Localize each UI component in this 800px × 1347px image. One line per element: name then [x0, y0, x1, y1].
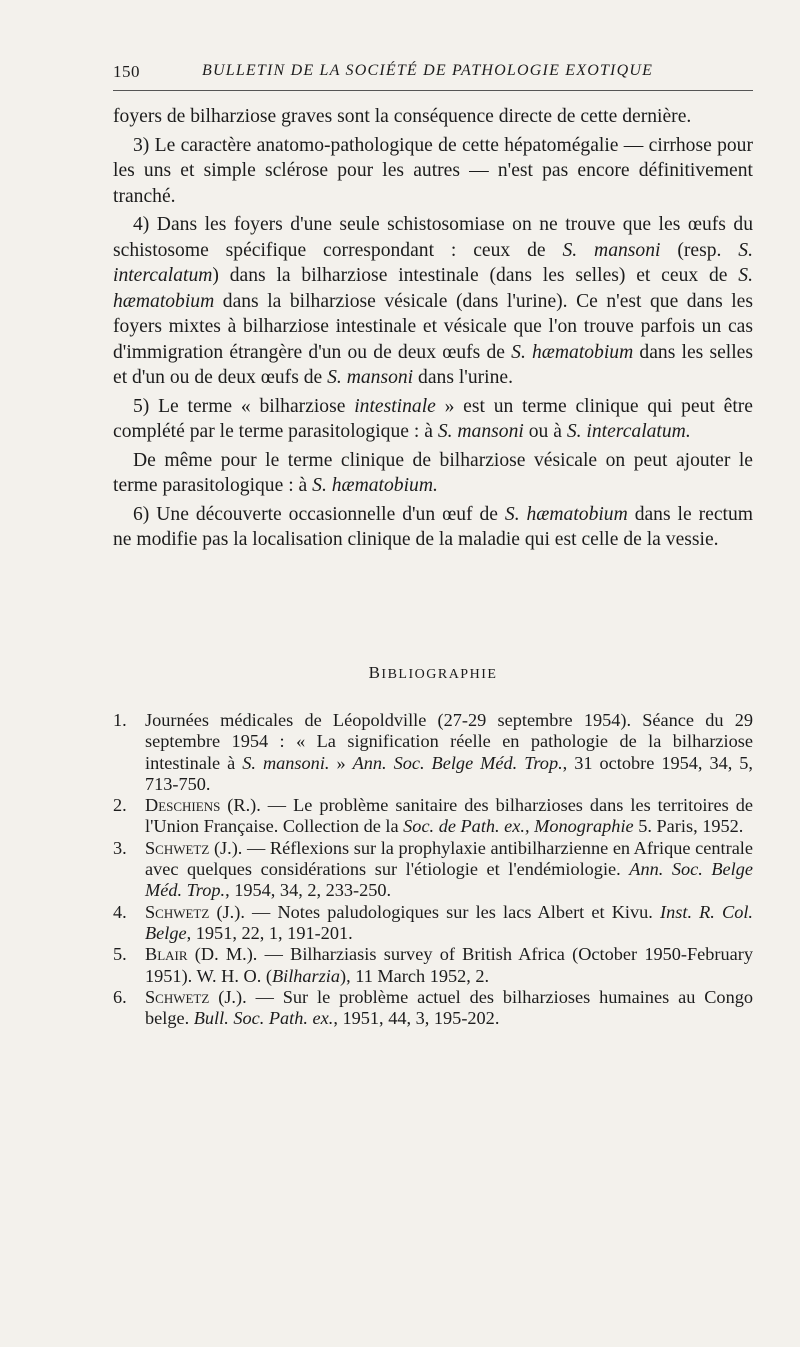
reference-item: 4. Schwetz (J.). — Notes paludologiques sur les lacs Albert et Kivu. Inst. R. Col. Belge, 1951, 22, 1, 191-201. — [113, 901, 754, 943]
journal-title: BULLETIN DE LA SOCIÉTÉ DE PATHOLOGIE EXOTIQUE — [202, 62, 654, 79]
bibliography-heading: BIBLIOGRAPHIE — [368, 663, 498, 682]
running-header — [113, 62, 753, 91]
paragraph-point-6: 6) Une découverte occasionnelle d'un œuf de S. hæmatobium dans le rectum ne modifie pas la localisation clinique de la maladie qui est celle de la vessie. — [113, 503, 753, 550]
reference-author: Blair — [145, 944, 188, 965]
paragraph-point-3: 3) Le caractère anatomo-pathologique de cette hépatomégalie — cirrhose pour les uns et simple sclérose pour les autres — n'est pas encore définitivement tranché. — [113, 134, 753, 207]
paragraph-point-5-continued: De même pour le terme clinique de bilharziose vésicale on peut ajouter le terme parasitologique : à S. hæmatobium. — [113, 449, 753, 496]
reference-author: Schwetz — [145, 837, 210, 858]
bibliography-list — [113, 710, 753, 1029]
page-number: 150 — [113, 62, 140, 81]
paragraph-continuation: foyers de bilharziose graves sont la conséquence directe de cette dernière. — [113, 106, 692, 127]
reference-author: Schwetz — [145, 986, 210, 1007]
paragraph-point-4: 4) Dans les foyers d'une seule schistosomiase on ne trouve que les œufs du schistosome spécifique correspondant : ceux de S. mansoni (resp. S. intercalatum) dans la bilharziose intestinale (dans les selles) et ceux de S. hæmatobium dans la bilharziose vésicale (dans l'urine). Ce n'est que dans les foyers mixtes à bilharziose intestinale et vésicale que l'on trouve parfois un cas d'immigration étrangère d'un ou de deux œufs de S. hæmatobium dans les selles et d'un ou de deux œufs de S. mansoni dans l'urine. — [113, 214, 753, 388]
reference-item: 6. Schwetz (J.). — Sur le problème actuel des bilharzioses humaines au Congo belge. Bull. Soc. Path. ex., 1951, 44, 3, 195-202. — [113, 986, 753, 1029]
reference-author: Schwetz — [145, 901, 210, 922]
reference-item: 2. Deschiens (R.). — Le problème sanitaire des bilharzioses dans les territoires de l'Union Française. Collection de la Soc. de Path. ex., Monographie 5. Paris, 1952. — [113, 795, 753, 837]
reference-item: 3. Schwetz (J.). — Réflexions sur la prophylaxie antibilharzienne en Afrique centrale avec quelques considérations sur l'étiologie et l'endémiologie. Ann. Soc. Belge Méd. Trop., 1954, 34, 2, 233-250. — [113, 837, 753, 901]
reference-item: 5. Blair (D. M.). — Bilharziasis survey of British Africa (October 1950-February 1951). W. H. O. (Bilharzia), 11 March 1952, 2. — [113, 944, 753, 986]
paragraph-point-5: 5) Le terme « bilharziose intestinale » est un terme clinique qui peut être complété par le terme parasitologique : à S. mansoni ou à S. intercalatum. — [113, 395, 754, 442]
reference-item: 1. Journées médicales de Léopoldville (27-29 septembre 1954). Séance du 29 septembre 1954 : « La signification réelle en pathologie de la bilharziose intestinale à S. mansoni. » Ann. Soc. Belge Méd. Trop., 31 octobre 1954, 34, 5, 713-750. — [113, 710, 753, 794]
body-text — [113, 104, 753, 556]
reference-author: Deschiens — [145, 795, 221, 816]
